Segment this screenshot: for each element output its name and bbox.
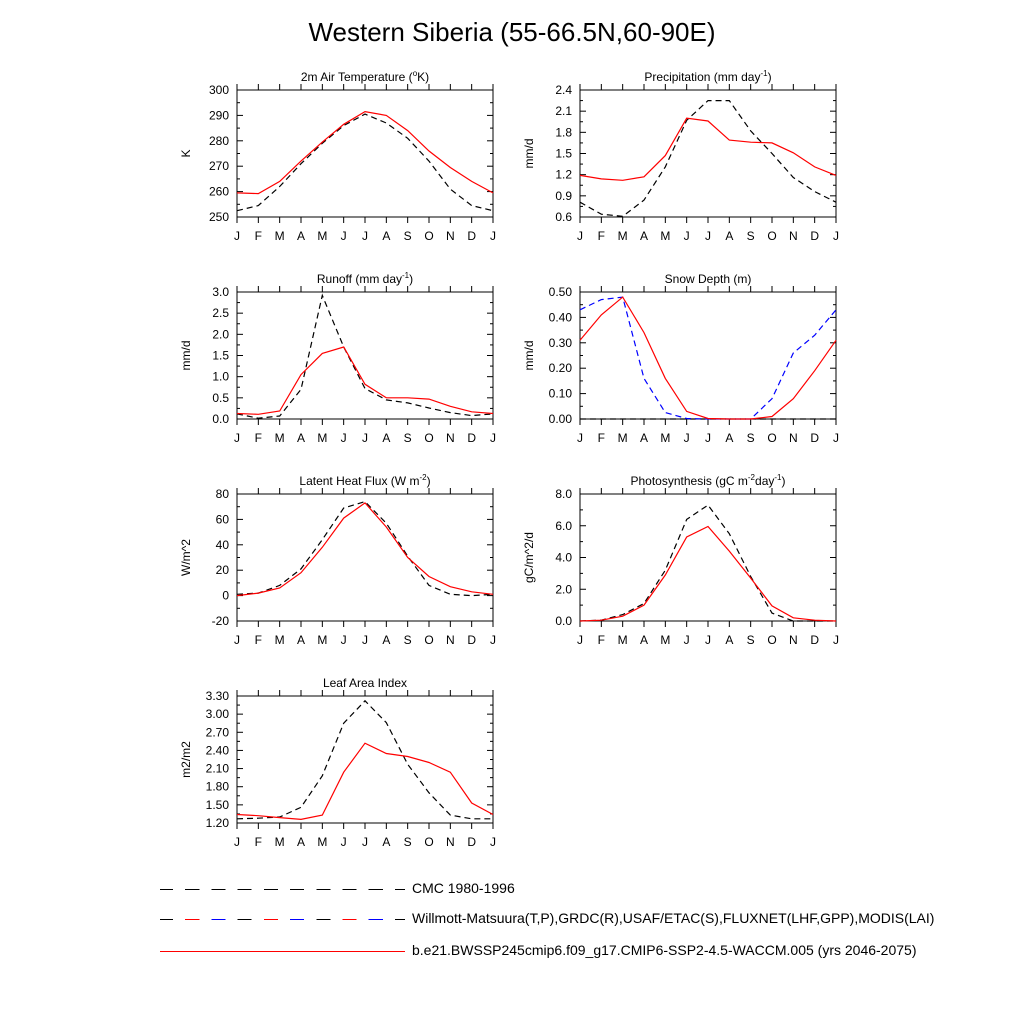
x-tick-label: S	[746, 431, 755, 445]
y-tick-label: 40	[215, 537, 229, 552]
x-tick-label: M	[660, 229, 671, 243]
y-tick-label: 1.20	[205, 816, 229, 830]
x-tick-label: J	[490, 633, 496, 647]
x-tick-label: M	[274, 229, 285, 243]
x-tick-label: A	[382, 229, 391, 243]
x-tick-label: J	[490, 229, 496, 243]
x-tick-label: M	[274, 431, 285, 445]
x-tick-label: J	[362, 229, 368, 243]
chart-panel-2	[522, 69, 839, 243]
x-tick-label: F	[254, 835, 263, 849]
x-tick-label: J	[683, 633, 690, 647]
y-tick-label: 0.00	[548, 412, 572, 426]
x-tick-label: M	[660, 633, 671, 647]
x-tick-label: J	[340, 633, 347, 647]
plot-frame	[237, 696, 493, 823]
y-tick-label: 0.0	[555, 614, 572, 628]
plot-frame	[237, 494, 493, 621]
x-tick-label: M	[317, 431, 328, 445]
x-tick-label: N	[445, 633, 455, 647]
y-tick-label: 2.70	[205, 725, 229, 740]
y-tick-label: 1.2	[555, 167, 572, 182]
y-axis-label: mm/d	[522, 340, 536, 371]
series-line-obs	[237, 701, 493, 819]
x-tick-label: N	[445, 229, 455, 243]
y-tick-label: 250	[208, 210, 229, 224]
x-tick-label: D	[467, 431, 477, 445]
legend-swatch-obs	[160, 919, 405, 920]
y-tick-label: 1.8	[555, 125, 572, 140]
x-tick-label: J	[340, 835, 347, 849]
y-tick-label: 6.0	[555, 518, 572, 533]
x-tick-label: J	[577, 633, 583, 647]
x-tick-label: O	[424, 229, 434, 243]
y-tick-label: 300	[208, 83, 229, 97]
y-tick-label: 290	[208, 108, 229, 123]
y-tick-label: 1.80	[205, 779, 229, 794]
series-line-obs	[580, 505, 836, 621]
x-tick-label: J	[833, 431, 839, 445]
x-tick-label: M	[274, 835, 285, 849]
x-tick-label: A	[639, 229, 649, 243]
x-tick-label: A	[296, 633, 306, 647]
x-tick-label: D	[467, 633, 477, 647]
x-tick-label: J	[683, 229, 690, 243]
panel-title: Leaf Area Index	[322, 676, 408, 690]
x-tick-label: J	[234, 835, 240, 849]
y-tick-label: 2.0	[555, 582, 572, 597]
y-tick-label: 0.5	[212, 390, 229, 405]
y-tick-label: 1.0	[212, 369, 229, 384]
x-tick-label: A	[639, 431, 649, 445]
y-axis-label: gC/m^2/d	[522, 532, 536, 583]
y-axis-label: W/m^2	[179, 539, 193, 576]
legend-label-cmc: CMC 1980-1996	[412, 880, 515, 896]
x-tick-label: M	[317, 633, 328, 647]
x-tick-label: J	[340, 431, 347, 445]
y-tick-label: 0.40	[548, 310, 572, 325]
x-tick-label: A	[725, 633, 734, 647]
x-tick-label: N	[445, 431, 455, 445]
panel-title: Precipitation (mm day$^{-1}$)	[644, 69, 772, 84]
y-tick-label: 60	[215, 512, 229, 527]
y-tick-label: 0.0	[212, 412, 229, 426]
x-tick-label: S	[403, 835, 412, 849]
x-tick-label: S	[403, 633, 412, 647]
y-tick-label: 2.5	[212, 306, 229, 321]
y-tick-label: 1.5	[555, 146, 572, 161]
panel-title: Runoff (mm day$^{-1}$)	[316, 271, 414, 286]
x-tick-label: M	[660, 431, 671, 445]
x-tick-label: O	[767, 431, 777, 445]
series-line-obs	[237, 502, 493, 596]
x-tick-label: M	[617, 633, 628, 647]
x-tick-label: M	[317, 835, 328, 849]
x-tick-label: A	[725, 229, 734, 243]
y-tick-label: 3.00	[205, 707, 229, 722]
y-axis-label: mm/d	[179, 340, 193, 371]
x-tick-label: A	[296, 835, 306, 849]
x-tick-label: A	[296, 431, 306, 445]
x-tick-label: F	[597, 431, 606, 445]
x-tick-label: J	[833, 633, 839, 647]
x-tick-label: J	[705, 633, 711, 647]
y-axis-label: mm/d	[522, 138, 536, 169]
x-tick-label: S	[403, 431, 412, 445]
y-tick-label: 3.0	[212, 285, 229, 299]
x-tick-label: O	[767, 229, 777, 243]
x-tick-label: O	[424, 633, 434, 647]
x-tick-label: D	[810, 431, 820, 445]
series-line-model	[237, 503, 493, 596]
x-tick-label: O	[424, 431, 434, 445]
y-tick-label: 3.30	[205, 689, 229, 703]
x-tick-label: F	[597, 633, 606, 647]
x-tick-label: O	[767, 633, 777, 647]
figure-title: Western Siberia (55-66.5N,60-90E)	[308, 17, 716, 47]
y-axis-label: K	[179, 149, 193, 158]
y-tick-label: 1.50	[205, 797, 229, 812]
x-tick-label: M	[617, 229, 628, 243]
panel-title: Latent Heat Flux (W $m^{-2}$)	[299, 473, 431, 488]
series-line-obs	[237, 114, 493, 211]
x-tick-label: J	[705, 431, 711, 445]
series-line-model	[580, 297, 836, 419]
series-line-model	[237, 112, 493, 194]
x-tick-label: D	[810, 633, 820, 647]
x-tick-label: J	[362, 835, 368, 849]
y-tick-label: 0.20	[548, 361, 572, 376]
chart-panel-7	[179, 676, 496, 849]
x-tick-label: J	[705, 229, 711, 243]
x-tick-label: N	[788, 431, 798, 445]
x-tick-label: O	[424, 835, 434, 849]
x-tick-label: J	[490, 835, 496, 849]
y-tick-label: 8.0	[555, 487, 572, 501]
x-tick-label: F	[254, 633, 263, 647]
legend-swatch-model	[160, 951, 405, 952]
series-line-model	[580, 527, 836, 622]
y-tick-label: 270	[208, 159, 229, 174]
y-tick-label: 0	[222, 588, 229, 603]
series-line-model	[580, 118, 836, 180]
x-tick-label: S	[403, 229, 412, 243]
x-tick-label: M	[317, 229, 328, 243]
plot-frame	[237, 292, 493, 419]
series-line-obs	[580, 297, 836, 419]
x-tick-label: J	[362, 633, 368, 647]
x-tick-label: A	[382, 431, 391, 445]
plot-frame	[237, 90, 493, 217]
x-tick-label: J	[833, 229, 839, 243]
panel-title: 2m Air Temperature ($^o$K)	[300, 69, 430, 84]
y-tick-label: 1.5	[212, 348, 229, 363]
x-tick-label: J	[577, 431, 583, 445]
series-line-model	[237, 743, 493, 819]
y-tick-label: 2.4	[555, 83, 572, 97]
series-line-obs	[580, 101, 836, 217]
chart-panel-5	[179, 473, 496, 647]
y-tick-label: 0.50	[548, 285, 572, 299]
x-tick-label: N	[788, 633, 798, 647]
y-tick-label: 0.6	[555, 210, 572, 224]
y-tick-label: 80	[215, 487, 229, 501]
y-tick-label: 0.30	[548, 335, 572, 350]
x-tick-label: N	[445, 835, 455, 849]
x-tick-label: F	[254, 431, 263, 445]
x-tick-label: N	[788, 229, 798, 243]
y-tick-label: 0.9	[555, 188, 572, 203]
x-tick-label: A	[382, 633, 391, 647]
y-tick-label: 260	[208, 184, 229, 199]
panel-title: Snow Depth (m)	[664, 272, 752, 286]
y-tick-label: 20	[215, 563, 229, 578]
legend-label-obs: Willmott-Matsuura(T,P),GRDC(R),USAF/ETAC(S),FLUXNET(LHF,GPP),MODIS(LAI)	[412, 910, 935, 926]
x-tick-label: F	[254, 229, 263, 243]
x-tick-label: A	[296, 229, 306, 243]
y-tick-label: 2.10	[205, 761, 229, 776]
x-tick-label: D	[467, 835, 477, 849]
x-tick-label: J	[234, 633, 240, 647]
legend-swatch-cmc	[160, 889, 405, 890]
chart-panel-4	[522, 272, 839, 445]
y-tick-label: 280	[208, 133, 229, 148]
chart-panel-3	[179, 271, 496, 445]
series-line-model	[237, 347, 493, 414]
plot-frame	[580, 494, 836, 621]
x-tick-label: J	[683, 431, 690, 445]
x-tick-label: S	[746, 633, 755, 647]
series-line-obs	[237, 295, 493, 418]
chart-panel-6	[522, 473, 839, 647]
x-tick-label: D	[467, 229, 477, 243]
x-tick-label: J	[362, 431, 368, 445]
y-tick-label: 0.10	[548, 386, 572, 401]
y-tick-label: -20	[211, 614, 229, 628]
x-tick-label: M	[274, 633, 285, 647]
y-tick-label: 2.40	[205, 743, 229, 758]
x-tick-label: J	[577, 229, 583, 243]
plot-frame	[580, 292, 836, 419]
x-tick-label: J	[234, 229, 240, 243]
x-tick-label: F	[597, 229, 606, 243]
x-tick-label: A	[725, 431, 734, 445]
x-tick-label: J	[490, 431, 496, 445]
y-tick-label: 4.0	[555, 550, 572, 565]
x-tick-label: A	[639, 633, 649, 647]
chart-panel-1	[179, 69, 496, 243]
x-tick-label: J	[340, 229, 347, 243]
y-axis-label: m2/m2	[179, 741, 193, 778]
y-tick-label: 2.0	[212, 327, 229, 342]
legend-label-model: b.e21.BWSSP245cmip6.f09_g17.CMIP6-SSP2-4.5-WACCM.005 (yrs 2046-2075)	[412, 942, 917, 958]
y-tick-label: 2.1	[555, 104, 572, 119]
x-tick-label: D	[810, 229, 820, 243]
x-tick-label: J	[234, 431, 240, 445]
x-tick-label: A	[382, 835, 391, 849]
x-tick-label: M	[617, 431, 628, 445]
plot-frame	[580, 90, 836, 217]
panel-title: Photosynthesis (gC $m^{-2}day^{-1}$)	[630, 473, 786, 488]
x-tick-label: S	[746, 229, 755, 243]
